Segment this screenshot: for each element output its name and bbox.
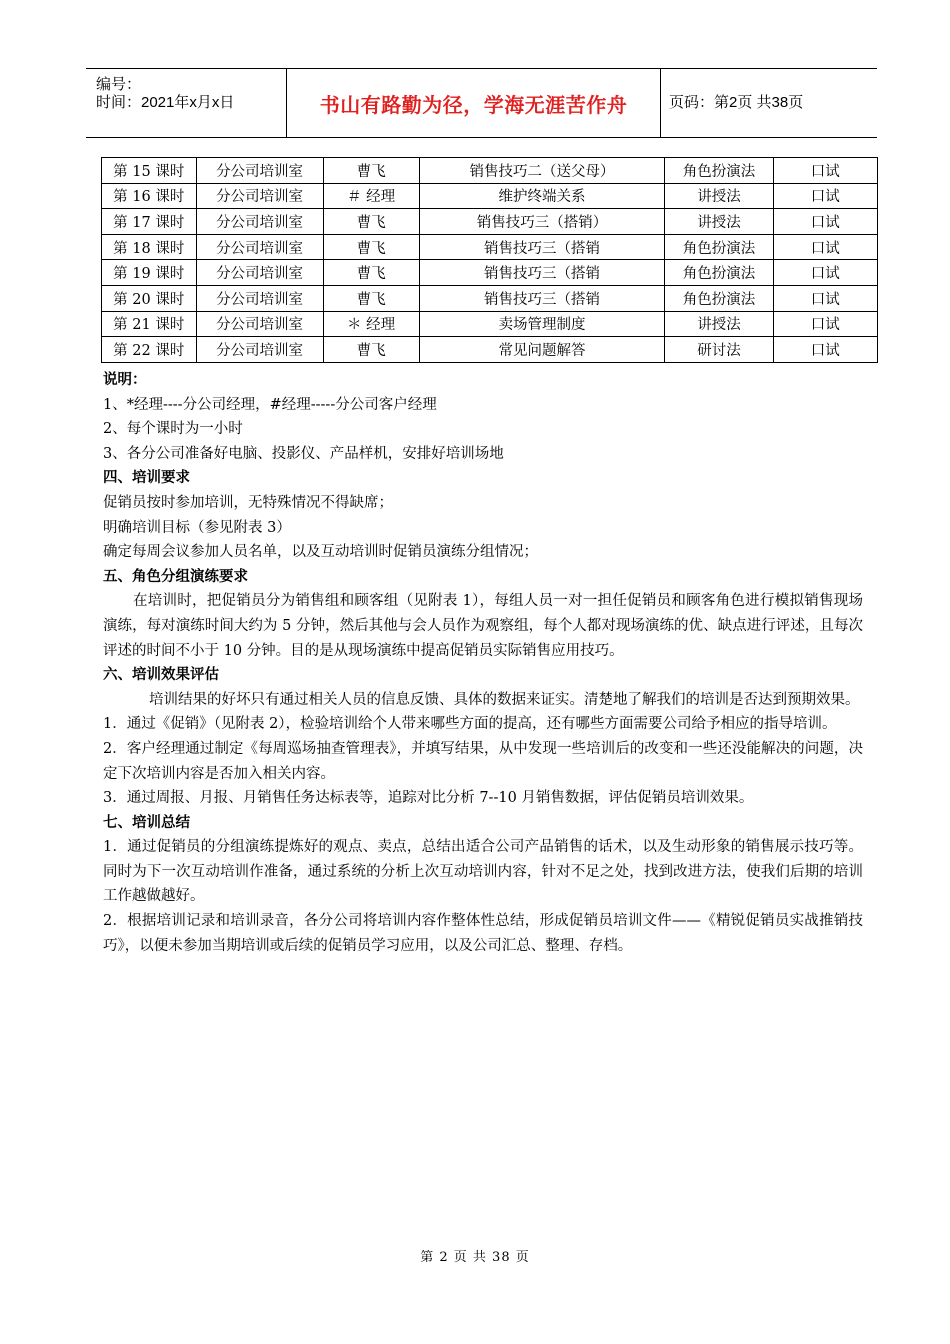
table-row — [102, 311, 878, 337]
assessment-cell: 口试 — [773, 337, 877, 363]
notes-title: 说明： — [103, 372, 147, 388]
section6-item: 2．客户经理通过制定《每周巡场抽查管理表》，并填写结果，从中发现一些培训后的改变和一些还没能解决的问题，决定下次培训内容是否加入相关内容。 — [103, 740, 863, 782]
lesson-cell: 第 16 课时 — [102, 183, 197, 209]
section5-paragraph: 在培训时，把促销员分为销售组和顾客组（见附表 1），每组人员一对一担任促销员和顾客角色进行模拟销售现场演练，每对演练时间大约为 5 分钟，然后其他与会人员作为观察组，每个人都对现场演练的优、缺点进行评述，且每次评述的时间不小于 10 分钟。目的是从现场演练中提高促销员实际销售应用技巧。 — [103, 593, 863, 659]
topic-cell: 常见问题解答 — [419, 337, 665, 363]
topic-cell: 维护终端关系 — [419, 183, 665, 209]
location-cell: 分公司培训室 — [196, 285, 323, 311]
page-header — [86, 68, 877, 138]
section7-item: 2．根据培训记录和培训录音，各分公司将培训内容作整体性总结，形成促销员培训文件——《精锐促销员实战推销技巧》，以便未参加当期培训或后续的促销员学习应用，以及公司汇总、整理、存档。 — [103, 913, 863, 954]
method-cell: 讲授法 — [665, 311, 773, 337]
section4-line: 明确培训目标（参见附表 3） — [103, 519, 291, 536]
assessment-cell: 口试 — [773, 285, 877, 311]
section6-intro: 培训结果的好坏只有通过相关人员的信息反馈、具体的数据来证实。清楚地了解我们的培训是否达到预期效果。 — [149, 691, 860, 708]
header-page-label: 页码：第2页 共38页 — [669, 94, 804, 111]
trainer-cell: 曹飞 — [323, 234, 419, 260]
location-cell: 分公司培训室 — [196, 311, 323, 337]
method-cell: 讲授法 — [665, 183, 773, 209]
trainer-cell: 曹飞 — [323, 209, 419, 235]
topic-cell: 销售技巧三（搭销 — [419, 285, 665, 311]
section7-title: 七、培训总结 — [103, 814, 190, 831]
trainer-cell: 曹飞 — [323, 158, 419, 184]
assessment-cell: 口试 — [773, 234, 877, 260]
table-row — [102, 234, 878, 260]
assessment-cell: 口试 — [773, 311, 877, 337]
table-row — [102, 183, 878, 209]
topic-cell: 卖场管理制度 — [419, 311, 665, 337]
trainer-cell: 曹飞 — [323, 260, 419, 286]
location-cell: 分公司培训室 — [196, 337, 323, 363]
table-row — [102, 209, 878, 235]
lesson-cell: 第 20 课时 — [102, 285, 197, 311]
section4-line: 确定每周会议参加人员名单，以及互动培训时促销员演练分组情况； — [103, 544, 538, 561]
method-cell: 角色扮演法 — [665, 158, 773, 184]
table-row — [102, 285, 878, 311]
location-cell: 分公司培训室 — [196, 260, 323, 286]
method-cell: 角色扮演法 — [665, 285, 773, 311]
topic-cell: 销售技巧三（搭销 — [419, 234, 665, 260]
lesson-cell: 第 18 课时 — [102, 234, 197, 260]
trainer-cell: 曹飞 — [323, 285, 419, 311]
document-body — [103, 368, 863, 958]
method-cell: 讲授法 — [665, 209, 773, 235]
location-cell: 分公司培训室 — [196, 234, 323, 260]
lesson-cell: 第 21 课时 — [102, 311, 197, 337]
schedule-table — [101, 157, 878, 363]
section4-line: 促销员按时参加培训，无特殊情况不得缺席； — [103, 494, 393, 511]
document-number-label: 编号： — [96, 76, 142, 93]
topic-cell: 销售技巧二（送父母） — [419, 158, 665, 184]
page-footer: 第 2 页 共 38 页 — [420, 1250, 530, 1265]
section5-title: 五、角色分组演练要求 — [103, 568, 248, 585]
location-cell: 分公司培训室 — [196, 183, 323, 209]
assessment-cell: 口试 — [773, 260, 877, 286]
lesson-cell: 第 19 课时 — [102, 260, 197, 286]
section6-item: 1．通过《促销》（见附表 2），检验培训给个人带来哪些方面的提高，还有哪些方面需要公司给予相应的指导培训。 — [103, 716, 837, 733]
lesson-cell: 第 17 课时 — [102, 209, 197, 235]
assessment-cell: 口试 — [773, 158, 877, 184]
table-row — [102, 260, 878, 286]
section4-title: 四、培训要求 — [103, 470, 190, 487]
location-cell: 分公司培训室 — [196, 209, 323, 235]
section6-title: 六、培训效果评估 — [103, 667, 219, 684]
header-info-cell — [86, 69, 286, 137]
topic-cell: 销售技巧三（搭销 — [419, 260, 665, 286]
lesson-cell: 第 22 课时 — [102, 337, 197, 363]
table-row — [102, 158, 878, 184]
note-item: 1、*经理----分公司经理，#经理-----分公司客户经理 — [103, 396, 437, 413]
table-row — [102, 337, 878, 363]
note-item: 2、每个课时为一小时 — [103, 421, 243, 438]
document-time-label: 时间：2021年x月x日 — [96, 94, 235, 111]
location-cell: 分公司培训室 — [196, 158, 323, 184]
section7-item: 1．通过促销员的分组演练提炼好的观点、卖点，总结出适合公司产品销售的话术，以及生动形象的销售展示技巧等。同时为下一次互动培训作准备，通过系统的分析上次互动培训内容，针对不足之处，找到改进方法，使我们后期的培训工作越做越好。 — [103, 839, 863, 905]
section6-item: 3．通过周报、月报、月销售任务达标表等，追踪对比分析 7--10 月销售数据，评估促销员培训效果。 — [103, 790, 754, 807]
trainer-cell: ＊ 经理 — [323, 311, 419, 337]
method-cell: 角色扮演法 — [665, 260, 773, 286]
assessment-cell: 口试 — [773, 209, 877, 235]
trainer-cell: 曹飞 — [323, 337, 419, 363]
method-cell: 角色扮演法 — [665, 234, 773, 260]
trainer-cell: ＃ 经理 — [323, 183, 419, 209]
assessment-cell: 口试 — [773, 183, 877, 209]
lesson-cell: 第 15 课时 — [102, 158, 197, 184]
method-cell: 研讨法 — [665, 337, 773, 363]
header-motto: 书山有路勤为径，学海无涯苦作舟 — [286, 69, 661, 137]
note-item: 3、各分公司准备好电脑、投影仪、产品样机，安排好培训场地 — [103, 445, 504, 462]
topic-cell: 销售技巧三（搭销） — [419, 209, 665, 235]
